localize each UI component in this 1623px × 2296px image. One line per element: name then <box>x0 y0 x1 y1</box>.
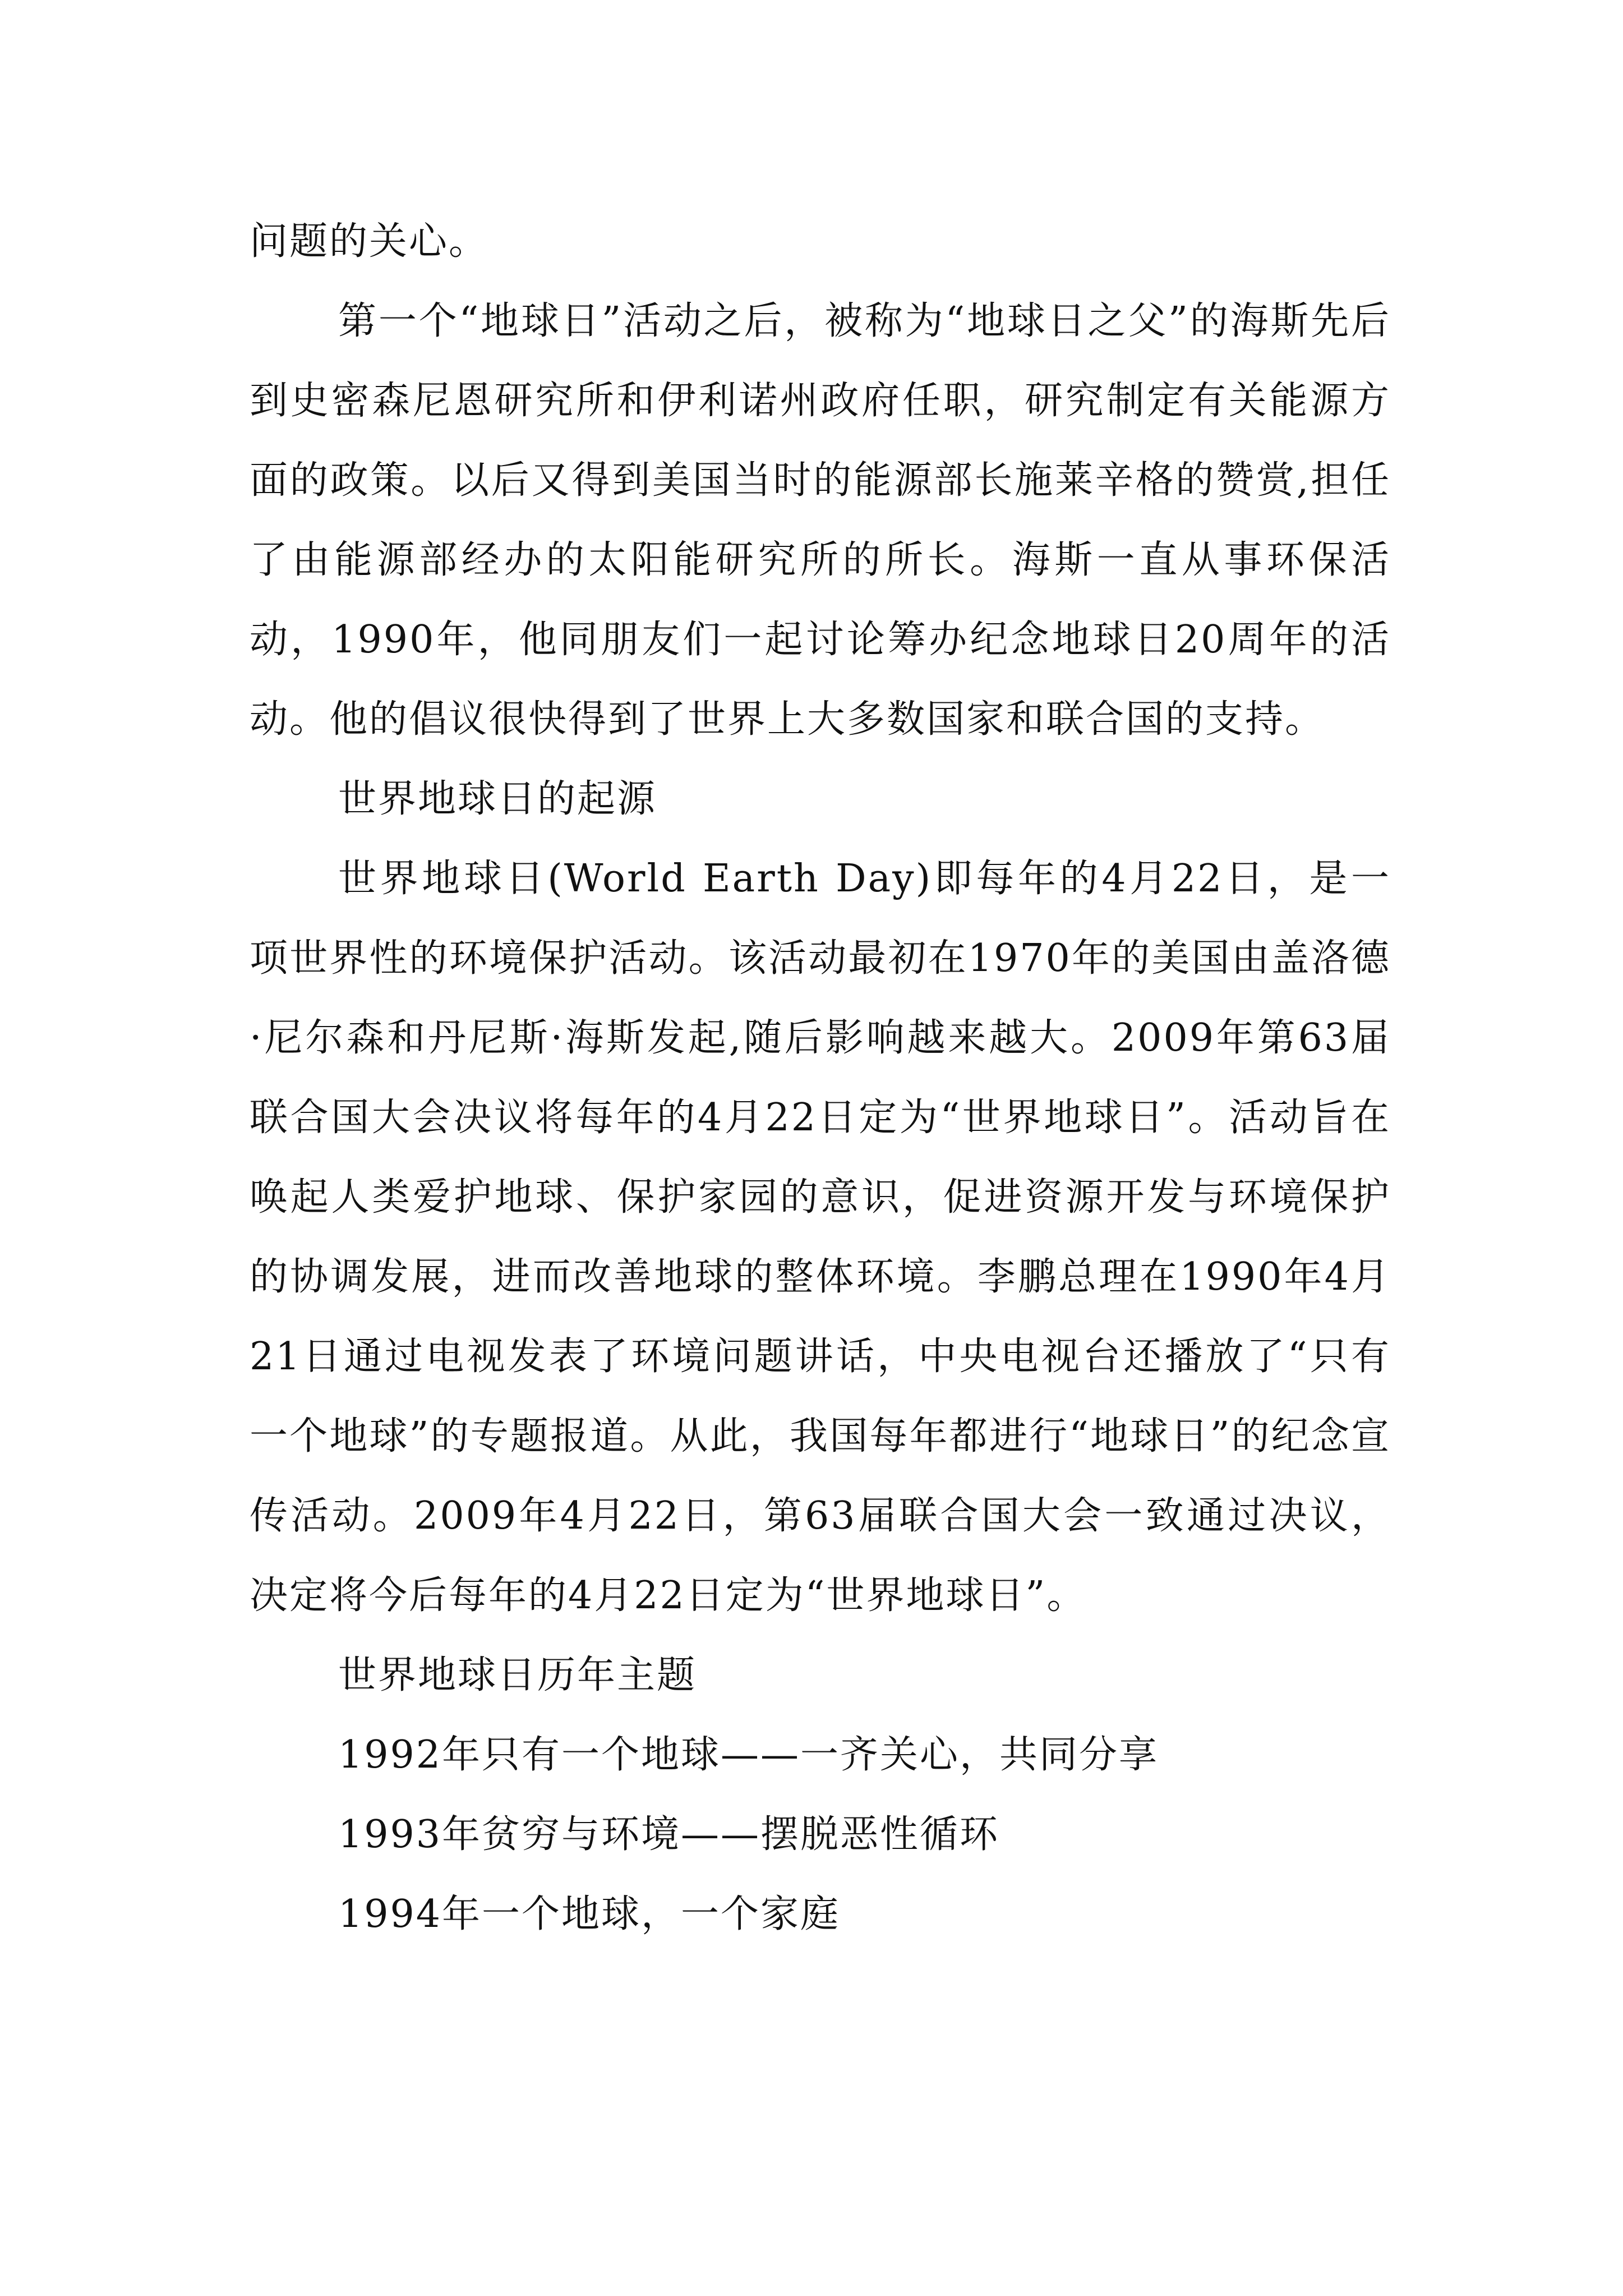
paragraph-earth-day-origin: 世界地球日(World Earth Day)即每年的4月22日，是一项世界性的环境保护活动。该活动最初在1970年的美国由盖洛德·尼尔森和丹尼斯·海斯发起,随后影响越来越大。2009年第63届联合国大会决议将每年的4月22日定为“世界地球日”。活动旨在唤起人类爱护地球、保护家园的意识，促进资源开发与环境保护的协调发展，进而改善地球的整体环境。李鹏总理在1990年4月21日通过电视发表了环境问题讲话，中央电视台还播放了“只有一个地球”的专题报道。从此，我国每年都进行“地球日”的纪念宣传活动。2009年4月22日，第63届联合国大会一致通过决议，决定将今后每年的4月22日定为“世界地球日”。 <box>250 857 1391 1618</box>
paragraph-hayes-career: 第一个“地球日”活动之后，被称为“地球日之父”的海斯先后到史密森尼恩研究所和伊利诺州政府任职，研究制定有关能源方面的政策。以后又得到美国当时的能源部长施莱辛格的赞赏,担任了由能源部经办的太阳能研究所的所长。海斯一直从事环保活动，1990年，他同朋友们一起讨论筹办纪念地球日20周年的活动。他的倡议很快得到了世界上大多数国家和联合国的支持。 <box>250 299 1391 742</box>
heading-earth-day-origin: 世界地球日的起源 <box>338 777 657 821</box>
document-body <box>250 202 1391 1954</box>
theme-item-1993: 1993年贫穷与环境——摆脱恶性循环 <box>338 1812 1000 1857</box>
theme-item-1992: 1992年只有一个地球——一齐关心，共同分享 <box>338 1733 1159 1777</box>
heading-annual-themes: 世界地球日历年主题 <box>338 1653 697 1697</box>
theme-item-1994: 1994年一个地球，一个家庭 <box>338 1892 841 1936</box>
paragraph-continuation: 问题的关心。 <box>250 219 489 264</box>
